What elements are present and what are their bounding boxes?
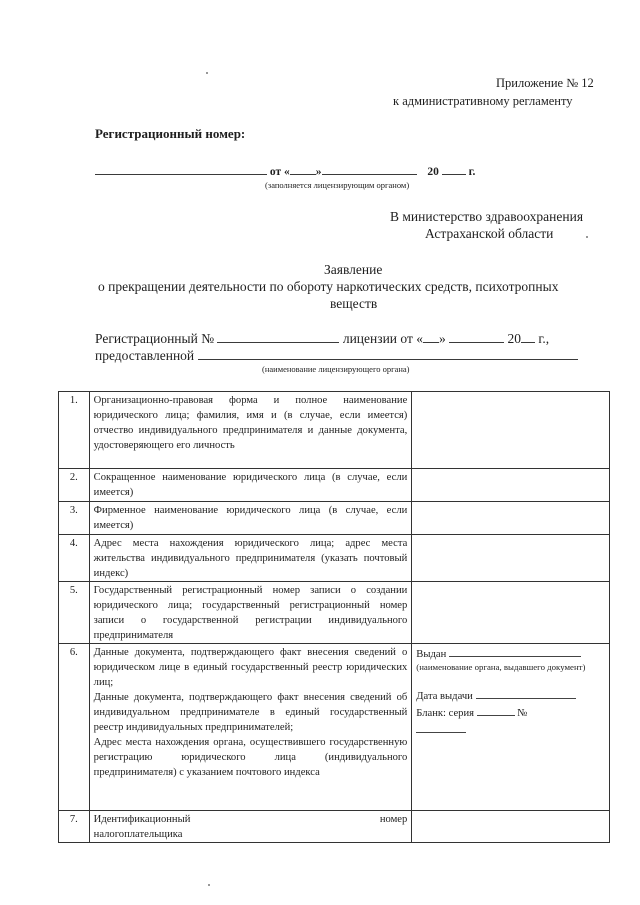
quote-close: » <box>439 331 446 346</box>
form-series-blank[interactable] <box>477 704 515 716</box>
registration-number-label: Регистрационный номер: <box>95 126 246 141</box>
row-value-cell[interactable] <box>412 392 610 469</box>
document-title: Заявление <box>324 262 383 277</box>
row-description: Адрес места нахождения юридического лица; адрес места жительства индивидуального предпринимателя (указать почтовый индекс) <box>89 535 412 582</box>
application-table <box>58 391 610 843</box>
row-value-cell[interactable] <box>412 535 610 582</box>
row-description: Сокращенное наименование юридического лица (в случае, если имеется) <box>89 469 412 502</box>
row-value-cell[interactable] <box>412 582 610 644</box>
appendix-number: Приложение № 12 <box>496 76 594 90</box>
form-number-line <box>416 721 605 738</box>
issued-note: (наименование органа, выдавшего документ) <box>416 662 586 672</box>
addressee-ministry: В министерство здравоохранения <box>390 209 584 224</box>
issued-by-blank[interactable] <box>449 645 581 657</box>
year-suffix: г. <box>468 166 476 178</box>
row-number: 4. <box>59 535 90 582</box>
row-number: 1. <box>59 392 90 469</box>
addressee-region: Астраханской области <box>425 226 554 241</box>
registration-note: (заполняется лицензирующим органом) <box>265 180 410 190</box>
form-number-blank[interactable] <box>416 721 466 733</box>
scan-speck <box>208 884 210 886</box>
table-row <box>59 469 610 502</box>
license-month-blank[interactable] <box>449 329 504 343</box>
license-line <box>95 329 549 347</box>
license-number-blank[interactable] <box>217 329 339 343</box>
row-value-cell[interactable] <box>412 811 610 843</box>
issue-date-label: Дата выдачи <box>416 691 473 702</box>
quote-close: » <box>315 166 322 178</box>
date-from-label: от « <box>269 166 290 178</box>
row-description: Фирменное наименование юридического лица (в случае, если имеется) <box>89 502 412 535</box>
registration-number-line <box>95 163 475 178</box>
document-subtitle-line2: веществ <box>330 296 378 311</box>
table-row <box>59 535 610 582</box>
year-prefix: 20 <box>427 166 439 178</box>
license-day-blank[interactable] <box>423 329 439 343</box>
license-year-prefix: 20 <box>507 331 521 346</box>
issued-line <box>416 645 605 662</box>
row-description: Организационно-правовая форма и полное наименование юридического лица; фамилия, имя и (в случае, если имеется) отчество индивидуального предпринимателя и данные документа, удостоверяющего его личность <box>89 392 412 469</box>
table-row <box>59 811 610 843</box>
license-reg-label: Регистрационный № <box>95 331 215 346</box>
row-number: 2. <box>59 469 90 502</box>
issue-date-line <box>416 687 605 704</box>
row-description: Государственный регистрационный номер записи о создании юридического лица; государственный регистрационный номер записи о государственной регистрации индивидуального предпринимателя <box>89 582 412 644</box>
row-description <box>89 644 412 811</box>
row-number: 7. <box>59 811 90 843</box>
row-description-part: Адрес места нахождения органа, осуществившего государственную регистрацию юридического лица (индивидуального предпринимателя) с указанием почтового индекса <box>93 737 408 778</box>
registration-day-blank[interactable] <box>290 163 316 175</box>
row-number: 3. <box>59 502 90 535</box>
row-description-part: Идентификационный <box>93 814 191 825</box>
document-subtitle-line1: о прекращении деятельности по обороту наркотических средств, психотропных <box>98 279 559 294</box>
row-number: 5. <box>59 582 90 644</box>
row-description-line <box>94 812 408 827</box>
license-year-suffix: г., <box>538 331 550 346</box>
row-value-cell[interactable] <box>412 469 610 502</box>
row-number: 6. <box>59 644 90 811</box>
scan-speck <box>586 236 588 238</box>
row-description-part: Данные документа, подтверждающего факт внесения сведений о юридическом лице в единый государственный реестр юридических лиц; <box>93 647 408 688</box>
table-row <box>59 644 610 811</box>
row-description-part: номер <box>379 814 408 825</box>
row-description-part: налогоплательщика <box>93 829 183 840</box>
appendix-regulation: к административному регламенту <box>393 94 573 108</box>
issued-label: Выдан <box>416 649 447 660</box>
row-description-part: Данные документа, подтверждающего факт внесения сведений об индивидуальном предпринимателе в единый государственный реестр индивидуальных предпринимателей; <box>93 692 408 733</box>
registration-document-cell <box>412 644 610 811</box>
licensing-authority-blank[interactable] <box>198 346 578 360</box>
table-row <box>59 582 610 644</box>
row-description <box>89 811 412 843</box>
granted-label: предоставленной <box>95 348 195 363</box>
table-row <box>59 392 610 469</box>
scan-speck <box>206 72 208 74</box>
table-row <box>59 502 610 535</box>
issue-date-blank[interactable] <box>476 687 576 699</box>
row-value-cell[interactable] <box>412 502 610 535</box>
license-year-blank[interactable] <box>521 329 535 343</box>
registration-year-blank[interactable] <box>442 163 466 175</box>
number-sign: № <box>517 708 528 719</box>
registration-month-blank[interactable] <box>322 163 417 175</box>
registration-number-blank[interactable] <box>95 163 267 175</box>
form-series-label: Бланк: серия <box>416 708 475 719</box>
license-from-label: лицензии от « <box>342 331 423 346</box>
form-series-line <box>416 704 605 721</box>
licensing-authority-note: (наименование лицензирующего органа) <box>262 364 410 374</box>
granted-line <box>95 346 578 364</box>
